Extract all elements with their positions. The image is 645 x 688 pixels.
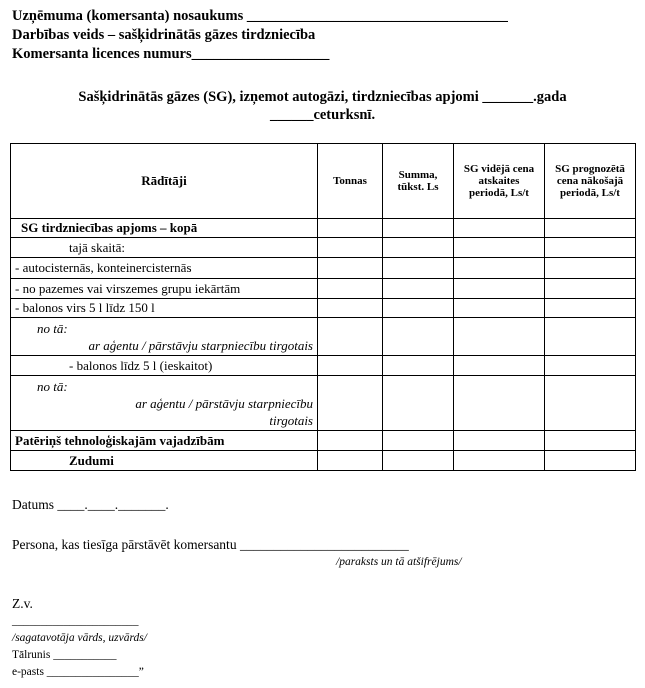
agent-label: ar aģentu / pārstāvju starpniecību — [135, 395, 313, 411]
cell-input[interactable] — [545, 299, 636, 318]
cell-input[interactable] — [454, 258, 545, 279]
cell-input[interactable] — [383, 356, 454, 376]
header-tonnes: Tonnas — [318, 144, 383, 219]
header-forecast-price: SG prognozētā cena nākošajā periodā, Ls/t — [545, 144, 636, 219]
phone-field[interactable]: Tālrunis ___________ — [12, 649, 117, 661]
cell-input[interactable] — [318, 299, 383, 318]
cell-input[interactable] — [545, 376, 636, 431]
cell-input[interactable] — [383, 431, 454, 451]
table-row — [11, 238, 636, 258]
cell-input[interactable] — [545, 318, 636, 356]
table-header-row — [11, 144, 636, 219]
cell-input[interactable] — [318, 451, 383, 471]
preparer-note: /sagatavotāja vārds, uzvārds/ — [12, 632, 147, 644]
stamp-label: Z.v. — [12, 596, 33, 611]
cell-input[interactable] — [454, 299, 545, 318]
table-row — [11, 258, 636, 279]
table-row — [11, 376, 636, 431]
cell-input[interactable] — [454, 431, 545, 451]
header-sum: Summa, tūkst. Ls — [383, 144, 454, 219]
cell-input[interactable] — [545, 279, 636, 299]
table-row — [11, 299, 636, 318]
table-row — [11, 318, 636, 356]
table-row — [11, 451, 636, 471]
table-row — [11, 219, 636, 238]
cell-input[interactable] — [383, 219, 454, 238]
table-row — [11, 279, 636, 299]
cell-input[interactable] — [383, 318, 454, 356]
table-row — [11, 356, 636, 376]
row-agent-1-label — [11, 318, 318, 356]
row-losses-label: Zudumi — [11, 451, 318, 471]
header-indicators: Rādītāji — [11, 144, 318, 219]
signature-note: /paraksts un tā atšifrējums/ — [336, 556, 462, 568]
cell-input[interactable] — [454, 356, 545, 376]
cell-input[interactable] — [545, 431, 636, 451]
cell-input[interactable] — [318, 238, 383, 258]
row-cylinders-over-label: - balonos virs 5 l līdz 150 l — [11, 299, 318, 318]
cell-input[interactable] — [545, 219, 636, 238]
cell-input[interactable] — [454, 279, 545, 299]
email-field[interactable]: e-pasts ________________” — [12, 666, 144, 678]
cell-input[interactable] — [383, 238, 454, 258]
cell-input[interactable] — [383, 258, 454, 279]
cell-input[interactable] — [318, 376, 383, 431]
cell-input[interactable] — [318, 431, 383, 451]
of-which-label: no tā: — [37, 320, 68, 336]
cell-input[interactable] — [383, 299, 454, 318]
row-tanks-label: - autocisternās, konteinercisternās — [11, 258, 318, 279]
cell-input[interactable] — [454, 238, 545, 258]
table-row — [11, 431, 636, 451]
sales-volume-table — [10, 143, 636, 471]
cell-input[interactable] — [318, 279, 383, 299]
cell-input[interactable] — [454, 376, 545, 431]
licence-number-line: Komersanta licences numurs___________________ — [12, 46, 330, 62]
agent-label: ar aģentu / pārstāvju starpniecību tirgotais — [88, 337, 313, 353]
agent-label-cont: tirgotais — [269, 412, 313, 428]
date-field[interactable]: Datums ____.____._______. — [12, 497, 169, 512]
cell-input[interactable] — [318, 318, 383, 356]
row-agent-2-label — [11, 376, 318, 431]
of-which-label: no tā: — [37, 378, 68, 394]
row-tech-label: Patēriņš tehnoloģiskajām vajadzībām — [11, 431, 318, 451]
cell-input[interactable] — [545, 356, 636, 376]
cell-input[interactable] — [383, 451, 454, 471]
row-installations-label: - no pazemes vai virszemes grupu iekārtām — [11, 279, 318, 299]
cell-input[interactable] — [545, 451, 636, 471]
cell-input[interactable] — [318, 219, 383, 238]
cell-input[interactable] — [454, 318, 545, 356]
report-title-line2: ______ceturksnī. — [269, 107, 376, 123]
row-cylinders-under-label: - balonos līdz 5 l (ieskaitot) — [11, 356, 318, 376]
company-name-line: Uzņēmuma (komersanta) nosaukums ____________________________________ — [12, 8, 508, 24]
representative-field[interactable]: Persona, kas tiesīga pārstāvēt komersantu _________________________ — [12, 537, 409, 552]
cell-input[interactable] — [383, 279, 454, 299]
cell-input[interactable] — [454, 451, 545, 471]
cell-input[interactable] — [383, 376, 454, 431]
cell-input[interactable] — [454, 219, 545, 238]
cell-input[interactable] — [545, 238, 636, 258]
header-avg-price: SG vidējā cena atskaites periodā, Ls/t — [454, 144, 545, 219]
cell-input[interactable] — [545, 258, 636, 279]
cell-input[interactable] — [318, 258, 383, 279]
activity-type-line: Darbības veids – sašķidrinātās gāzes tirdzniecība — [12, 27, 316, 43]
report-title-line1: Sašķidrinātās gāzes (SG), izņemot autogāzi, tirdzniecības apjomi _______.gada — [78, 89, 567, 105]
preparer-line[interactable]: ______________________ — [12, 615, 139, 627]
cell-input[interactable] — [318, 356, 383, 376]
row-incl-label: tajā skaitā: — [11, 238, 318, 258]
row-total-label: SG tirdzniecības apjoms – kopā — [11, 219, 318, 238]
